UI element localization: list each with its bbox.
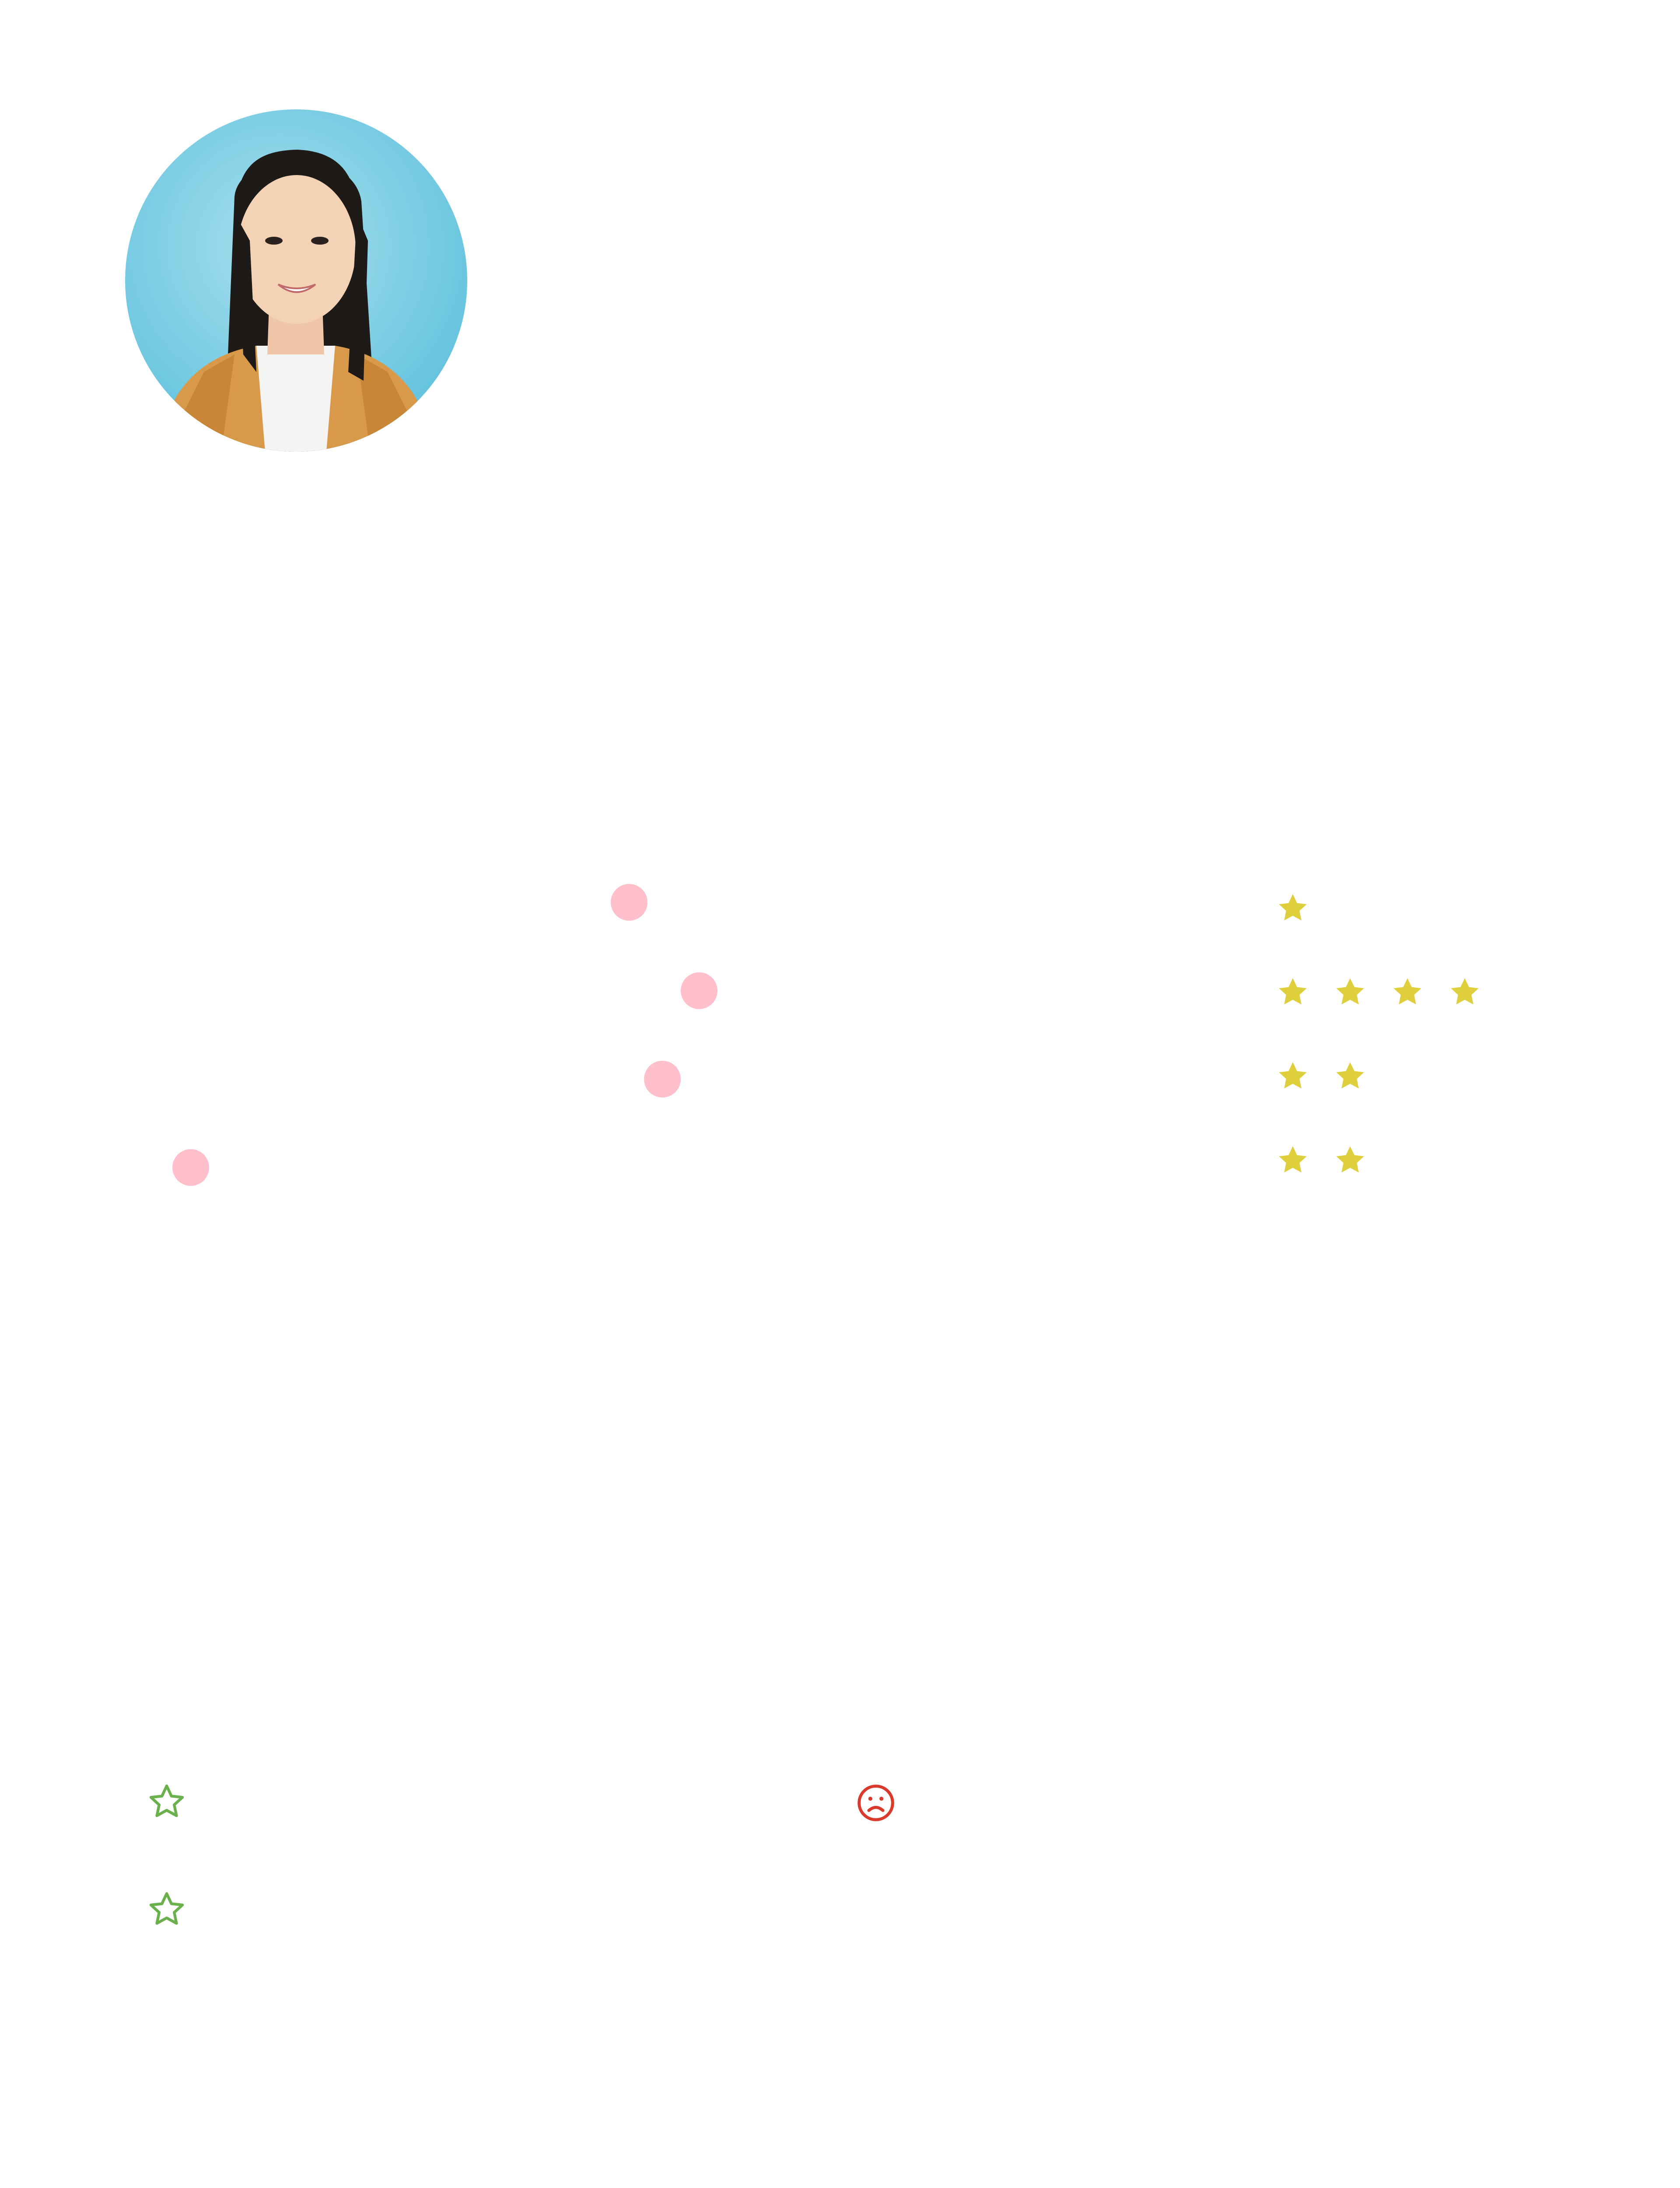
portrait-photo-icon xyxy=(125,109,467,452)
timeline-dot xyxy=(644,1061,681,1098)
timeline-dot xyxy=(172,1149,209,1186)
rating-star-icon xyxy=(1275,1059,1310,1094)
rating-star-icon xyxy=(1333,1059,1368,1094)
rating-star-icon xyxy=(1333,1143,1368,1178)
sad-face-icon xyxy=(856,1783,896,1823)
timeline-dot xyxy=(611,884,648,921)
rating-star-icon xyxy=(1275,1143,1310,1178)
rating-star-icon xyxy=(1275,975,1310,1010)
rating-star-icon xyxy=(1447,975,1482,1010)
star-outline-icon xyxy=(146,1889,188,1931)
profile-photo xyxy=(125,109,467,452)
star-outline-icon xyxy=(146,1781,188,1823)
rating-star-icon xyxy=(1333,975,1368,1010)
timeline-dot xyxy=(681,972,718,1009)
rating-star-icon xyxy=(1275,891,1310,926)
rating-star-icon xyxy=(1390,975,1425,1010)
